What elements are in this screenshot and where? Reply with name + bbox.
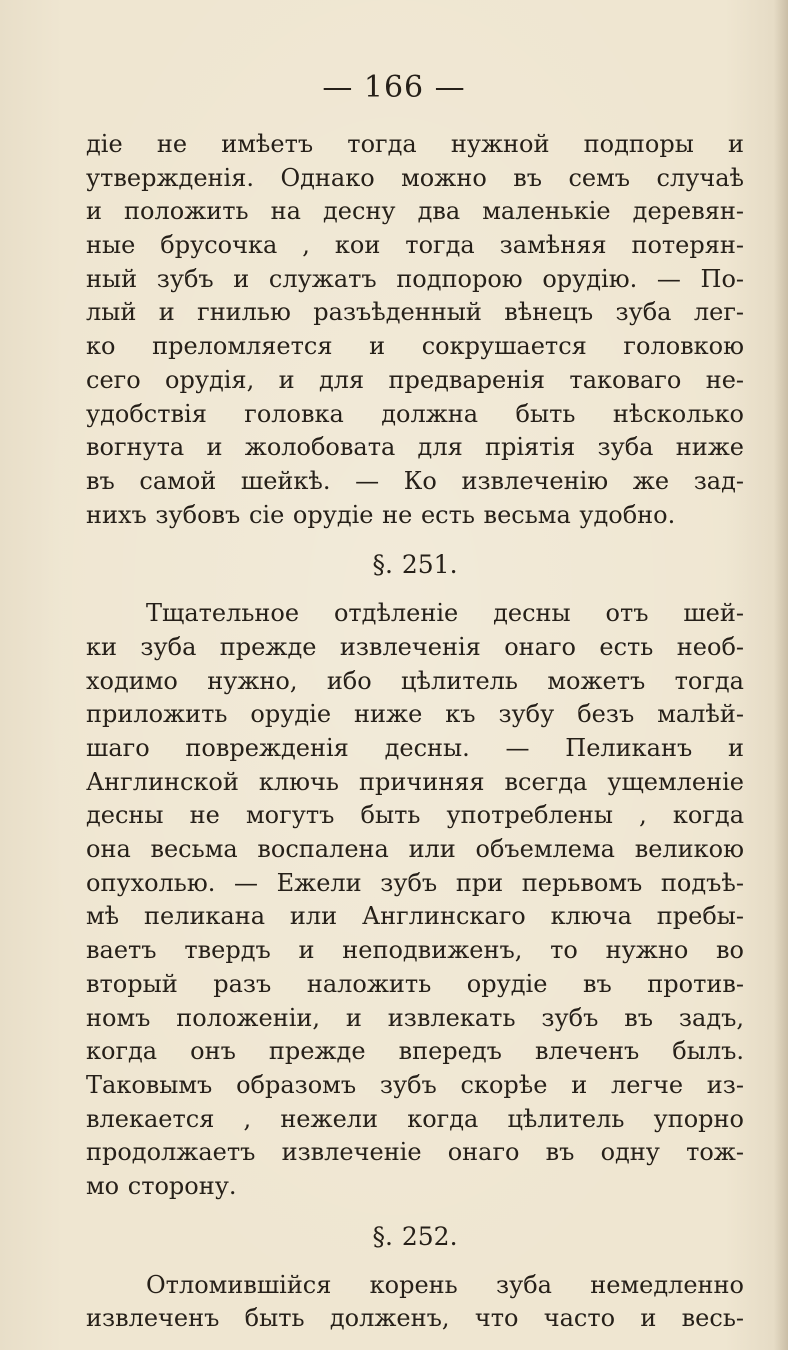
text-line: влекается , нежели когда цѣлитель упорно [86, 1104, 744, 1133]
text-line: Отломившійся корень зуба немедленно [146, 1270, 744, 1299]
text-line: извлеченъ быть долженъ, что часто и весь- [86, 1304, 744, 1333]
text-line: Таковымъ образомъ зубъ скорѣе и легче из- [86, 1070, 744, 1099]
text-line: номъ положеніи, и извлекать зубъ въ задъ, [86, 1003, 744, 1032]
page-body [86, 128, 744, 1336]
text-line: ваетъ твердъ и неподвиженъ, то нужно во [86, 936, 744, 965]
text-line: Тщательное отдѣленіе десны отъ шей- [146, 599, 744, 628]
section-251-paragraph [86, 597, 744, 1203]
text-line: мѣ пеликана или Англинскаго ключа пребы- [86, 902, 744, 931]
text-line: ходимо нужно, ибо цѣлитель можетъ тогда [86, 666, 744, 695]
text-line: нихъ зубовъ сіе орудіе не есть весьма удобно. [86, 500, 676, 529]
text-line: удобствія головка должна быть нѣсколько [86, 399, 744, 428]
text-line: ные брусочка , кои тогда замѣняя потерян- [86, 231, 744, 260]
text-line: лый и гнилью разъѣденный вѣнецъ зуба лег- [86, 298, 744, 327]
text-line: ки зуба прежде извлеченія онаго есть необ- [86, 632, 744, 661]
text-line: десны не могутъ быть употреблены , когда [86, 801, 744, 830]
section-252-paragraph [86, 1269, 744, 1336]
text-line: въ самой шейкѣ. — Ко извлеченію же зад- [86, 466, 744, 495]
text-line: ко преломляется и сокрушается головкою [86, 332, 744, 361]
text-line: приложить орудіе ниже къ зубу безъ малѣй- [86, 700, 744, 729]
section-heading-251: §. 251. [372, 550, 458, 580]
text-line: и положить на десну два маленькіе деревян- [86, 197, 744, 226]
text-line: когда онъ прежде впередъ влеченъ былъ. [86, 1037, 744, 1066]
text-line: діе не имѣетъ тогда нужной подпоры и [86, 130, 744, 158]
text-line: шаго поврежденія десны. — Пеликанъ и [86, 734, 744, 762]
page-edge-shadow [774, 0, 788, 1350]
text-line: вогнута и жолобовата для пріятія зуба ниже [86, 433, 744, 462]
paragraph-continuation [86, 128, 744, 532]
text-line: сего орудія, и для предваренія таковаго не- [86, 365, 744, 394]
text-line: Англинской ключь причиняя всегда ущемленіе [86, 767, 744, 796]
text-line: утвержденія. Однако можно въ семъ случаѣ [86, 163, 744, 192]
text-line: опухолью. — Ежели зубъ при перьвомъ подъѣ- [86, 868, 744, 897]
section-heading-252: §. 252. [372, 1221, 458, 1251]
text-line: она весьма воспалена или объемлема великою [86, 835, 744, 864]
text-line: мо сторону. [86, 1171, 237, 1200]
text-line: продолжаетъ извлеченіе онаго въ одну тож- [86, 1138, 744, 1167]
text-line: ный зубъ и служатъ подпорою орудію. — По- [86, 264, 744, 293]
page-number: — 166 — [322, 70, 466, 105]
text-line: вторый разъ наложить орудіе въ против- [86, 969, 744, 998]
